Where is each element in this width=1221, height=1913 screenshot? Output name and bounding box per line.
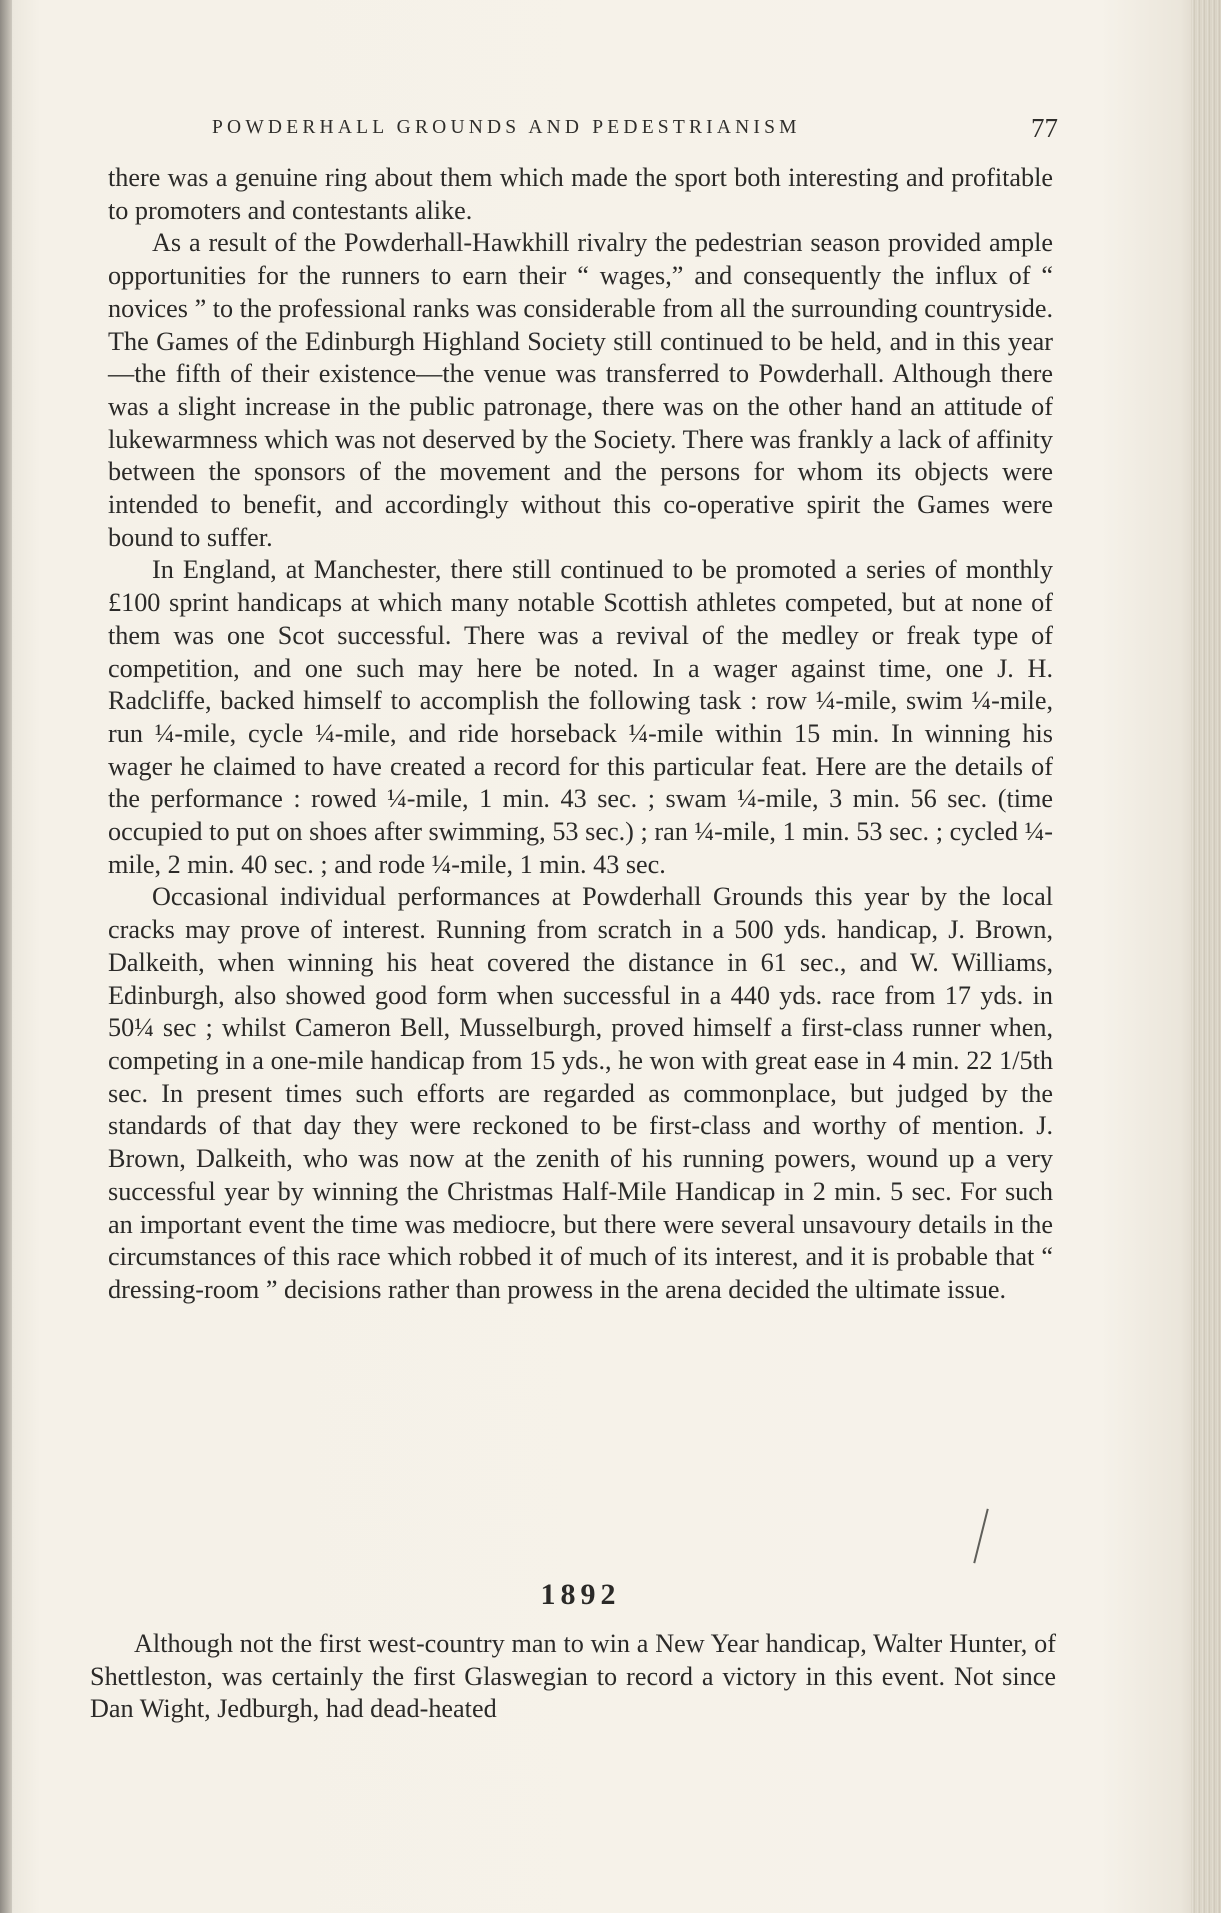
paragraph: As a result of the Powderhall-Hawkhill rivalry the pedestrian season provided ample opportunities for the runners to earn their “ wages,” and consequently the influx of “ novices ” to the professional ranks was considerable from all the surrounding countryside. The Games of the Edinburgh Highland Society still continued to be held, and in this year —the fifth of their existence—the venue was transferred to Powderhall. Although there was a slight increase in the public patronage, there was on the other hand an attitude of lukewarmness which was not deserved by the Society. There was frankly a lack of affinity between the sponsors of the movement and the persons for whom its objects were intended to benefit, and accordingly without this co-operative spirit the Games were bound to suffer. bbox=[108, 228, 1053, 552]
paragraph: there was a genuine ring about them which made the sport both interesting and profitable to promoters and contestants alike. bbox=[108, 163, 1053, 225]
paragraph: Occasional individual performances at Powderhall Grounds this year by the local cracks may prove of interest. Running from scratch in a 500 yds. handicap, J. Brown, Dalkeith, when winning his heat covered the distance in 61 sec., and W. Williams, Edinburgh, also showed good form when successful in a 440 yds. race from 17 yds. in 50¼ sec ; whilst Cameron Bell, Musselburgh, proved himself a first-class runner when, competing in a one-mile handicap from 15 yds., he won with great ease in 4 min. 22 1/5th sec. In present times such efforts are regarded as commonplace, but judged by the standards of that day they were reckoned to be first-class and worthy of mention. J. Brown, Dalkeith, who was now at the zenith of his running powers, wound up a very successful year by winning the Christmas Half-Mile Handicap in 2 min. 5 sec. For such an important event the time was mediocre, but there were several unsavoury details in the circumstances of this race which robbed it of much of its interest, and it is probable that “ dressing-room ” decisions rather than prowess in the arena decided the ultimate issue. bbox=[108, 882, 1053, 1304]
page-number: 77 bbox=[1031, 113, 1058, 143]
body-text bbox=[108, 162, 1053, 1307]
page-edge bbox=[1191, 0, 1221, 1913]
page-gutter-shadow bbox=[0, 0, 12, 1913]
section-body-text bbox=[90, 1628, 1056, 1726]
running-head: POWDERHALL GROUNDS AND PEDESTRIANISM bbox=[212, 117, 801, 138]
page-header bbox=[212, 113, 1060, 147]
paragraph: Although not the first west-country man to win a New Year handicap, Walter Hunter, of Shettleston, was certainly the first Glaswegian to record a victory in this event. Not since Dan Wight, Jedburgh, had dead-heated bbox=[90, 1629, 1056, 1724]
pencil-mark bbox=[973, 1509, 988, 1564]
paragraph: In England, at Manchester, there still continued to be promoted a series of monthly £100 sprint handicaps at which many notable Scottish athletes competed, but at none of them was one Scot successful. There was a revival of the medley or freak type of competition, and one such may here be noted. In a wager against time, one J. H. Radcliffe, backed himself to accomplish the following task : row ¼-mile, swim ¼-mile, run ¼-mile, cycle ¼-mile, and ride horseback ¼-mile within 15 min. In winning his wager he claimed to have created a record for this particular feat. Here are the details of the performance : rowed ¼-mile, 1 min. 43 sec. ; swam ¼-mile, 3 min. 56 sec. (time occupied to put on shoes after swimming, 53 sec.) ; ran ¼-mile, 1 min. 53 sec. ; cycled ¼-mile, 2 min. 40 sec. ; and rode ¼-mile, 1 min. 43 sec. bbox=[108, 555, 1053, 879]
section-heading-year: 1892 bbox=[540, 1578, 621, 1611]
